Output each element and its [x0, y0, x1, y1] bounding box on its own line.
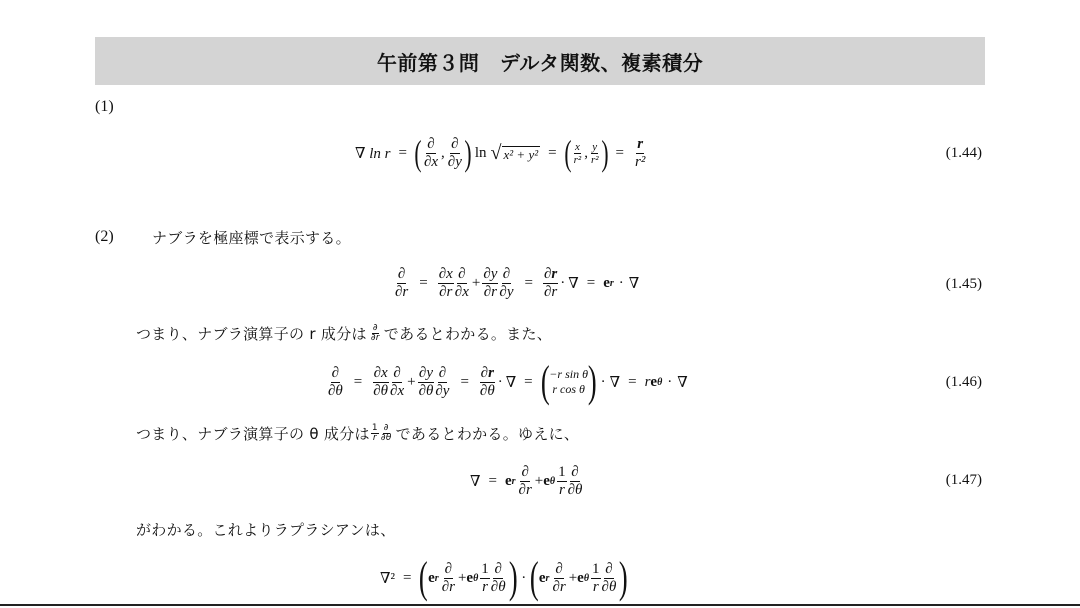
equation-1-45: $\frac{\partial}{\partial r}$ = $\frac{\partial x}{\partial r}$ $\frac{\partial}{\partial x}$ + $\frac{\partial y}{\partial r}$ $\frac{\partial}{\partial y}$ = $\frac{\partial r}{\partial r}$ · ∇ = e r · ∇ — [395, 265, 640, 300]
equation-1-47: ∇ = e r $\frac{\partial}{\partial r}$ + e θ $\frac{1}{r}$ $\frac{\partial}{\partial\theta}$ — [470, 463, 583, 498]
page-title: 午前第３問 デルタ関数、複素積分 — [95, 37, 985, 85]
column-vector: −r sin θ r cos θ — [549, 367, 588, 396]
fraction-d-dx: $\frac{\partial}{\partial x}$ — [423, 135, 439, 170]
paragraph-laplacian: がわかる。これよりラプラシアンは、 — [136, 521, 396, 539]
lhs-nabla-ln-r: ∇ ln r — [355, 145, 391, 162]
ln-text: ln — [474, 144, 487, 161]
equals-sign: = — [398, 144, 407, 161]
section-label-1: (1) — [95, 98, 114, 115]
equation-number-1-45: (1.45) — [945, 276, 982, 292]
paragraph-theta-component: つまり、ナブラ演算子の θ 成分は $\frac{1}{r}$ $\frac{\partial}{\partial\theta}$ であるとわかる。ゆえに、 — [136, 423, 580, 443]
equation-number-1-47: (1.47) — [945, 472, 982, 488]
paragraph-r-component: つまり、ナブラ演算子の r 成分は $\frac{\partial}{\partial r}$ であるとわかる。また、 — [136, 323, 553, 343]
equation-laplacian: ∇² = ( e r $\frac{\partial}{\partial r}$ + e θ $\frac{1}{r}$ $\frac{\partial}{\partial\theta}$ ) · ( e r $\frac{\partial}{\partial r}$ + e θ $\frac{1}{r}$ $\frac{\partial}{\partial\theta}$ ) — [380, 553, 629, 602]
bottom-border — [0, 604, 1080, 606]
section-2-intro: ナブラを極座標で表示する。 — [152, 229, 351, 247]
equation-1-46: $\frac{\partial}{\partial\theta}$ = $\frac{\partial x}{\partial\theta}$ $\frac{\partial}{\partial x}$ + $\frac{\partial y}{\partial\theta}$ $\frac{\partial}{\partial y}$ = $\frac{\partial r}{\partial\theta}$ · ∇ = ( −r sin θ r cos θ ) · ∇ = r e θ · ∇ — [328, 357, 688, 406]
fraction-y-r2: $\frac{y}{\text{r²}}$ — [590, 140, 599, 166]
equation-number-1-46: (1.46) — [945, 374, 982, 390]
sqrt-expression: √ x² + y² — [490, 142, 539, 164]
fraction-x-r2: $\frac{x}{\text{r²}}$ — [573, 140, 582, 166]
fraction-rvec-r2: $\frac{r}{\text{r²}}$ — [635, 135, 646, 170]
equation-number-1-44: (1.44) — [945, 145, 982, 161]
section-label-2: (2) — [95, 228, 114, 245]
fraction-d-dy: $\frac{\partial}{\partial y}$ — [447, 135, 462, 170]
equation-1-44: ∇ ln r = ( $\frac{\partial}{\partial x}$ , $\frac{\partial}{\partial y}$ ) ln √ x² + y² = ( $\frac{x}{\text{r²}}$ , $\frac{y}{\text{r²}}$ ) = $\frac{r}{\text{r²}}$ — [355, 133, 646, 173]
